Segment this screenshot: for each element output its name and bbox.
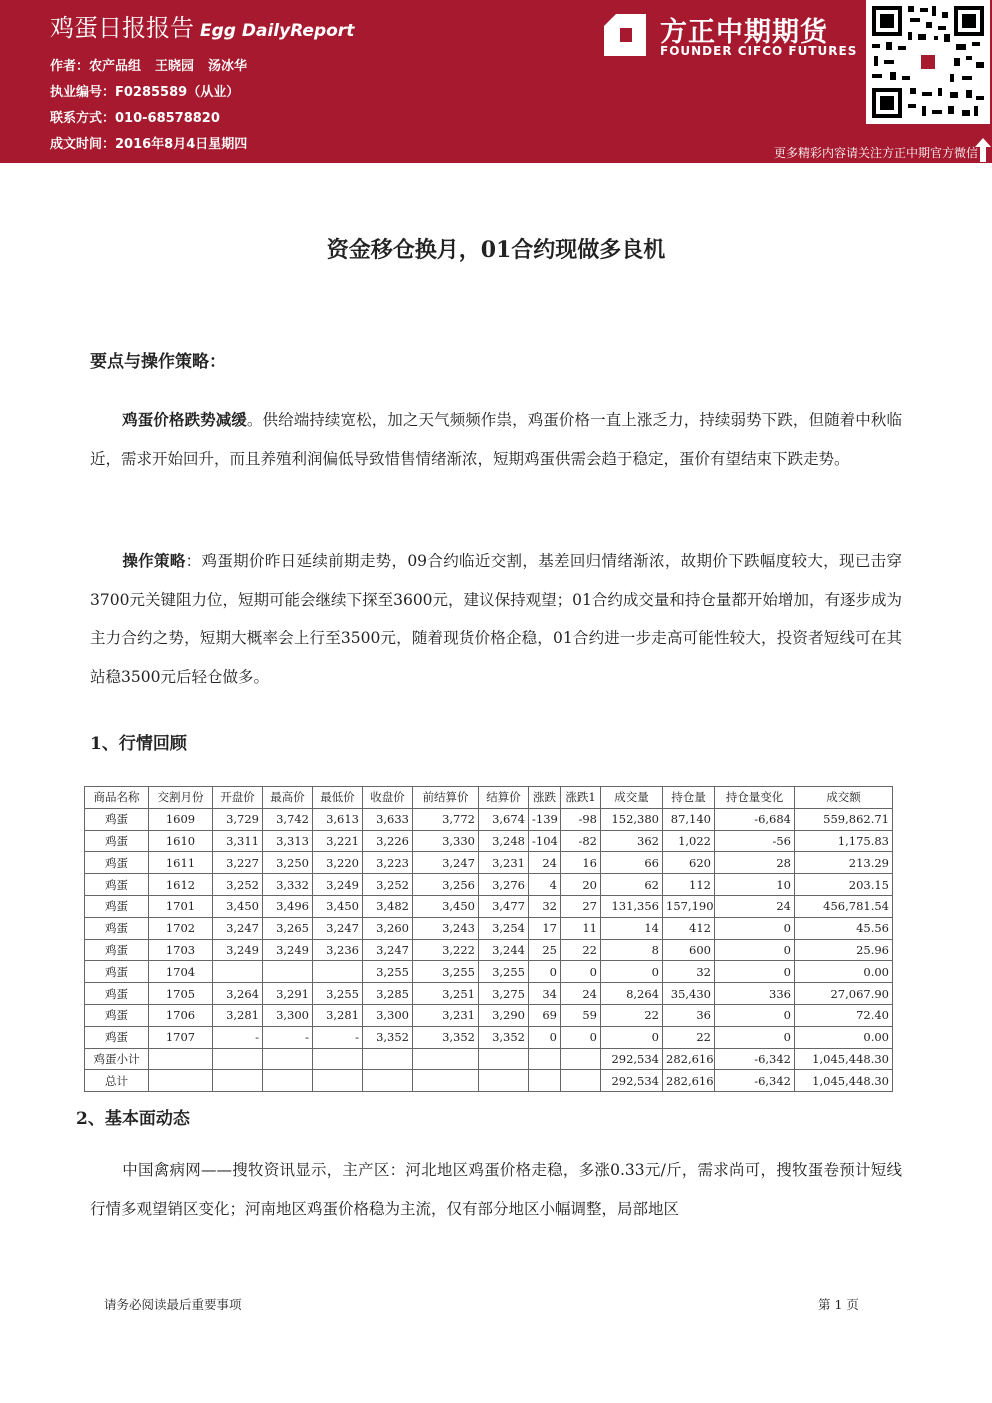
table-cell: 45.56 — [795, 917, 893, 939]
table-cell: 72.40 — [795, 1004, 893, 1026]
table-row — [85, 1026, 893, 1048]
table-cell: 0 — [715, 1026, 795, 1048]
table-cell: 1707 — [149, 1026, 213, 1048]
document-title: 资金移仓换月，01合约现做多良机 — [326, 237, 666, 263]
table-cell: 3,251 — [413, 983, 479, 1005]
points-heading: 要点与操作策略： — [90, 352, 226, 372]
table-cell — [479, 1070, 529, 1092]
table-cell: 3,352 — [413, 1026, 479, 1048]
table-cell: 3,252 — [213, 874, 263, 896]
contact-phone: 联系方式：010-68578820 — [50, 111, 220, 126]
column-header: 持仓量变化 — [715, 787, 795, 809]
table-cell — [263, 961, 313, 983]
table-cell: 3,482 — [363, 895, 413, 917]
qr-follow-note: 更多精彩内容请关注方正中期官方微信 — [773, 146, 978, 160]
table-cell — [213, 961, 263, 983]
column-header: 涨跌 — [529, 787, 561, 809]
section-fundamentals: 2、基本面动态 — [76, 1109, 190, 1129]
table-row — [85, 874, 893, 896]
column-header: 交割月份 — [149, 787, 213, 809]
table-cell: 32 — [663, 961, 715, 983]
table-cell: 3,255 — [413, 961, 479, 983]
report-title-cn: 鸡蛋日报报告 — [50, 14, 194, 42]
table-cell: 鸡蛋 — [85, 874, 149, 896]
table-cell: 456,781.54 — [795, 895, 893, 917]
table-row — [85, 939, 893, 961]
column-header: 前结算价 — [413, 787, 479, 809]
table-cell: 3,243 — [413, 917, 479, 939]
table-cell: 3,290 — [479, 1004, 529, 1026]
table-cell: 1,045,448.30 — [795, 1070, 893, 1092]
table-cell: 36 — [663, 1004, 715, 1026]
table-cell: -139 — [529, 808, 561, 830]
table-cell: 27,067.90 — [795, 983, 893, 1005]
table-cell: 3,275 — [479, 983, 529, 1005]
table-cell: 28 — [715, 852, 795, 874]
table-cell: 24 — [561, 983, 601, 1005]
table-cell: 1611 — [149, 852, 213, 874]
table-cell: 1703 — [149, 939, 213, 961]
table-cell: 3,633 — [363, 808, 413, 830]
table-cell: 3,249 — [263, 939, 313, 961]
table-cell: 3,300 — [263, 1004, 313, 1026]
report-header — [0, 0, 992, 163]
table-cell: 1,175.83 — [795, 830, 893, 852]
table-cell: 32 — [529, 895, 561, 917]
table-row — [85, 1070, 893, 1092]
table-cell: 鸡蛋 — [85, 808, 149, 830]
table-cell: 3,450 — [413, 895, 479, 917]
table-cell: 3,247 — [213, 917, 263, 939]
table-cell: 3,255 — [479, 961, 529, 983]
table-cell: 3,729 — [213, 808, 263, 830]
table-cell — [263, 1048, 313, 1070]
table-cell: 总计 — [85, 1070, 149, 1092]
table-cell: -6,684 — [715, 808, 795, 830]
table-cell — [479, 1048, 529, 1070]
table-cell — [313, 1048, 363, 1070]
table-cell: 3,249 — [313, 874, 363, 896]
table-cell: 292,534 — [601, 1070, 663, 1092]
table-cell: 鸡蛋 — [85, 852, 149, 874]
table-cell: 35,430 — [663, 983, 715, 1005]
table-cell: 3,250 — [263, 852, 313, 874]
table-cell — [529, 1070, 561, 1092]
table-cell: 3,300 — [363, 1004, 413, 1026]
table-row — [85, 983, 893, 1005]
table-cell: 3,223 — [363, 852, 413, 874]
table-cell: 1610 — [149, 830, 213, 852]
table-cell: 8 — [601, 939, 663, 961]
table-cell: 3,285 — [363, 983, 413, 1005]
table-row — [85, 830, 893, 852]
logo-text-cn: 方正中期期货 — [660, 17, 828, 48]
table-cell: 3,742 — [263, 808, 313, 830]
table-cell: 0 — [715, 1004, 795, 1026]
table-cell: 3,281 — [313, 1004, 363, 1026]
paragraph-strategy — [90, 542, 902, 696]
column-header: 成交额 — [795, 787, 893, 809]
table-cell — [213, 1070, 263, 1092]
table-cell: -98 — [561, 808, 601, 830]
table-cell: 鸡蛋 — [85, 983, 149, 1005]
table-cell: 3,236 — [313, 939, 363, 961]
market-data-table — [84, 786, 893, 1092]
table-cell: 1609 — [149, 808, 213, 830]
table-cell: 34 — [529, 983, 561, 1005]
table-cell: 87,140 — [663, 808, 715, 830]
table-cell: 131,356 — [601, 895, 663, 917]
table-cell: 鸡蛋小计 — [85, 1048, 149, 1070]
table-cell: 3,311 — [213, 830, 263, 852]
table-cell: 600 — [663, 939, 715, 961]
table-cell: 66 — [601, 852, 663, 874]
table-cell: 3,332 — [263, 874, 313, 896]
table-cell: 3,255 — [313, 983, 363, 1005]
table-cell: 3,260 — [363, 917, 413, 939]
table-cell: 3,227 — [213, 852, 263, 874]
table-cell: 鸡蛋 — [85, 1026, 149, 1048]
table-cell: 0 — [561, 1026, 601, 1048]
table-cell: 0 — [601, 961, 663, 983]
table-row — [85, 895, 893, 917]
report-title — [50, 8, 354, 43]
table-cell: 3,265 — [263, 917, 313, 939]
table-cell — [313, 1070, 363, 1092]
table-cell: 3,252 — [363, 874, 413, 896]
table-cell: 559,862.71 — [795, 808, 893, 830]
table-cell: 3,450 — [213, 895, 263, 917]
license-number: 执业编号：F0285589（从业） — [50, 85, 240, 100]
column-header: 收盘价 — [363, 787, 413, 809]
table-cell: 鸡蛋 — [85, 939, 149, 961]
section-market-review: 1、行情回顾 — [90, 734, 187, 754]
author-1: 王晓园 — [155, 59, 195, 74]
table-cell: 8,264 — [601, 983, 663, 1005]
table-row — [85, 1004, 893, 1026]
table-cell: 16 — [561, 852, 601, 874]
table-cell: 3,244 — [479, 939, 529, 961]
table-cell: 鸡蛋 — [85, 961, 149, 983]
table-cell: 69 — [529, 1004, 561, 1026]
table-row — [85, 961, 893, 983]
table-cell: 0 — [715, 917, 795, 939]
column-header: 持仓量 — [663, 787, 715, 809]
table-cell: 20 — [561, 874, 601, 896]
table-cell: - — [263, 1026, 313, 1048]
table-row — [85, 808, 893, 830]
table-cell: 3,352 — [479, 1026, 529, 1048]
table-cell: 25.96 — [795, 939, 893, 961]
table-cell: 3,221 — [313, 830, 363, 852]
table-cell: 282,616 — [663, 1070, 715, 1092]
page-number: 第 1 页 — [818, 1297, 859, 1312]
paragraph-price-trend — [90, 401, 902, 478]
table-cell — [149, 1048, 213, 1070]
table-cell: 3,231 — [413, 1004, 479, 1026]
table-cell: 22 — [663, 1026, 715, 1048]
table-cell — [363, 1048, 413, 1070]
table-cell: 0 — [601, 1026, 663, 1048]
arrow-up-icon — [975, 138, 991, 162]
column-header: 开盘价 — [213, 787, 263, 809]
report-date: 成文时间：2016年8月4日星期四 — [50, 137, 248, 152]
fundamentals-text: 中国禽病网——搜牧资讯显示，主产区：河北地区鸡蛋价格走稳，多涨0.33元/斤，需求尚可，搜牧蛋卷预计短线行情多观望销区变化；河南地区鸡蛋价格稳为主流，仅有部分地区小幅调整，局部地区 — [90, 1161, 902, 1218]
table-cell: -56 — [715, 830, 795, 852]
founder-logo-icon — [602, 12, 648, 58]
column-header: 涨跌1 — [561, 787, 601, 809]
report-title-en: Egg DailyReport — [200, 21, 355, 41]
table-cell: 3,247 — [313, 917, 363, 939]
table-cell — [363, 1070, 413, 1092]
table-cell: 3,247 — [413, 852, 479, 874]
table-cell: 336 — [715, 983, 795, 1005]
table-cell: 鸡蛋 — [85, 1004, 149, 1026]
author-2: 汤冰华 — [208, 59, 248, 74]
table-cell: 27 — [561, 895, 601, 917]
table-cell: 0.00 — [795, 1026, 893, 1048]
table-cell: 0.00 — [795, 961, 893, 983]
table-cell — [149, 1070, 213, 1092]
paragraph-fundamentals — [90, 1151, 902, 1228]
table-cell: 鸡蛋 — [85, 917, 149, 939]
table-cell: 152,380 — [601, 808, 663, 830]
table-cell: 3,276 — [479, 874, 529, 896]
authors-label: 作者：农产品组 — [50, 59, 142, 74]
table-cell: 3,281 — [213, 1004, 263, 1026]
table-cell: 0 — [715, 961, 795, 983]
table-cell: 0 — [529, 961, 561, 983]
table-cell: 3,477 — [479, 895, 529, 917]
table-cell: 3,256 — [413, 874, 479, 896]
company-logo — [602, 8, 872, 66]
table-cell: 22 — [601, 1004, 663, 1026]
table-cell: 22 — [561, 939, 601, 961]
price-trend-lead: 鸡蛋价格跌势减缓 — [122, 410, 247, 429]
table-cell: 11 — [561, 917, 601, 939]
table-cell: 3,313 — [263, 830, 313, 852]
table-cell: 0 — [561, 961, 601, 983]
table-cell: 17 — [529, 917, 561, 939]
logo-text-en: FOUNDER CIFCO FUTURES — [660, 44, 858, 58]
table-cell: 292,534 — [601, 1048, 663, 1070]
table-cell: 3,254 — [479, 917, 529, 939]
table-cell: -104 — [529, 830, 561, 852]
table-cell: 3,249 — [213, 939, 263, 961]
table-cell: 1701 — [149, 895, 213, 917]
table-cell — [413, 1070, 479, 1092]
table-cell: 24 — [529, 852, 561, 874]
column-header: 最高价 — [263, 787, 313, 809]
table-cell: - — [213, 1026, 263, 1048]
price-trend-text: 。供给端持续宽松，加之天气频频作祟，鸡蛋价格一直上涨乏力，持续弱势下跌，但随着中秋临近，需求开始回升，而且养殖利润偏低导致惜售情绪渐浓，短期鸡蛋供需会趋于稳定，蛋价有望结束下跌走势。 — [90, 411, 902, 468]
table-cell — [213, 1048, 263, 1070]
table-cell: 213.29 — [795, 852, 893, 874]
table-cell: 1706 — [149, 1004, 213, 1026]
table-cell: 鸡蛋 — [85, 895, 149, 917]
column-header: 成交量 — [601, 787, 663, 809]
footer-notice: 请务必阅读最后重要事项 — [104, 1297, 242, 1312]
table-cell: -82 — [561, 830, 601, 852]
table-cell: 3,220 — [313, 852, 363, 874]
table-cell: 3,496 — [263, 895, 313, 917]
table-row — [85, 852, 893, 874]
strategy-text: ：鸡蛋期价昨日延续前期走势，09合约临近交割，基差回归情绪渐浓，故期价下跌幅度较大，现已击穿3700元关键阻力位，短期可能会继续下探至3600元，建议保持观望；01合约成交量和持仓量都开始增加，有逐步成为主力合约之势，短期大概率会上行至3500元，随着现货价格企稳，01合约进一步走高可能性较大，投资者短线可在其站稳3500元后轻仓做多。 — [90, 552, 902, 686]
column-header: 结算价 — [479, 787, 529, 809]
table-cell: 157,190 — [663, 895, 715, 917]
table-cell: 3,450 — [313, 895, 363, 917]
table-cell — [561, 1048, 601, 1070]
qr-code-icon[interactable] — [866, 0, 990, 124]
table-cell: 59 — [561, 1004, 601, 1026]
table-cell: 鸡蛋 — [85, 830, 149, 852]
column-header: 最低价 — [313, 787, 363, 809]
table-cell: - — [313, 1026, 363, 1048]
table-cell — [529, 1048, 561, 1070]
table-cell — [263, 1070, 313, 1092]
table-cell: 1,022 — [663, 830, 715, 852]
table-cell: 3,231 — [479, 852, 529, 874]
table-cell: 0 — [715, 939, 795, 961]
table-cell: 1,045,448.30 — [795, 1048, 893, 1070]
table-cell: 24 — [715, 895, 795, 917]
table-cell: 3,330 — [413, 830, 479, 852]
table-cell: 4 — [529, 874, 561, 896]
table-cell: 3,613 — [313, 808, 363, 830]
table-cell: 62 — [601, 874, 663, 896]
table-cell: 412 — [663, 917, 715, 939]
table-cell: 203.15 — [795, 874, 893, 896]
table-cell: 3,674 — [479, 808, 529, 830]
table-cell: 3,352 — [363, 1026, 413, 1048]
table-cell: 282,616 — [663, 1048, 715, 1070]
table-cell: 1704 — [149, 961, 213, 983]
table-header-row — [85, 787, 893, 809]
table-row — [85, 917, 893, 939]
table-cell: 3,247 — [363, 939, 413, 961]
table-cell: 1612 — [149, 874, 213, 896]
table-cell: 1705 — [149, 983, 213, 1005]
column-header: 商品名称 — [85, 787, 149, 809]
authors-line — [50, 55, 247, 74]
table-cell — [313, 961, 363, 983]
table-row — [85, 1048, 893, 1070]
table-cell: 3,255 — [363, 961, 413, 983]
table-cell: 14 — [601, 917, 663, 939]
table-cell: 3,248 — [479, 830, 529, 852]
strategy-lead: 操作策略 — [122, 551, 186, 570]
table-cell: 3,264 — [213, 983, 263, 1005]
table-cell — [413, 1048, 479, 1070]
table-cell: -6,342 — [715, 1070, 795, 1092]
table-cell — [561, 1070, 601, 1092]
table-cell: 25 — [529, 939, 561, 961]
table-cell: 3,226 — [363, 830, 413, 852]
table-cell: 112 — [663, 874, 715, 896]
table-cell: 1702 — [149, 917, 213, 939]
table-cell: 3,772 — [413, 808, 479, 830]
table-cell: 10 — [715, 874, 795, 896]
table-cell: 362 — [601, 830, 663, 852]
table-cell: 3,222 — [413, 939, 479, 961]
table-cell: 3,291 — [263, 983, 313, 1005]
table-cell: -6,342 — [715, 1048, 795, 1070]
table-cell: 0 — [529, 1026, 561, 1048]
table-cell: 620 — [663, 852, 715, 874]
